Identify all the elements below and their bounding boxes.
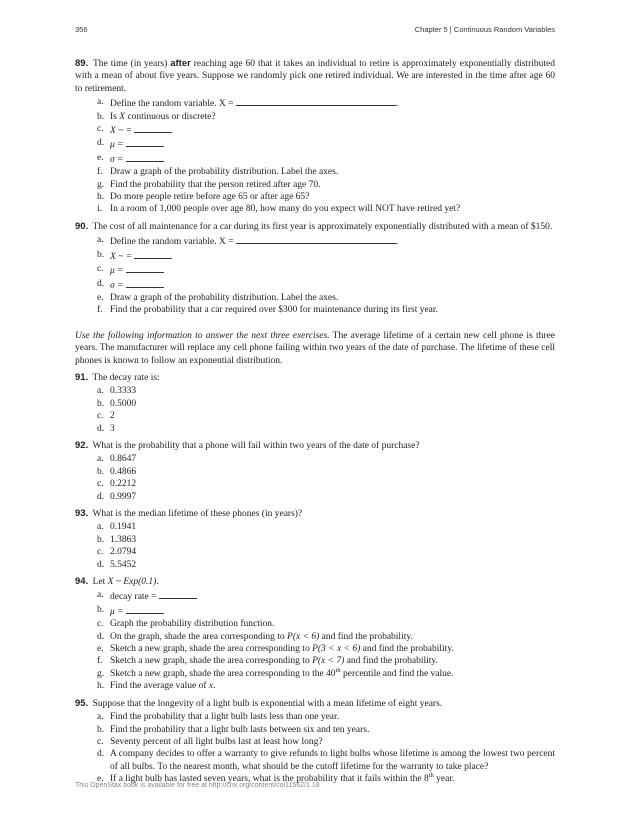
exercise-90-parts	[75, 234, 555, 316]
exercise-number: 95.	[75, 697, 89, 709]
exercise-number: 94.	[75, 576, 89, 588]
list-item: h. Find the average value of x.	[97, 681, 216, 692]
exercise-90	[75, 221, 555, 317]
exercise-91-choices	[75, 385, 555, 435]
list-item: c. μ =	[97, 263, 555, 277]
exercise-94-text: 94. Let X ~ Exp(0.1).	[75, 576, 159, 588]
list-item: b. 0.4866	[97, 466, 137, 477]
list-item: d. 3	[97, 423, 115, 434]
exercise-93-choices	[75, 521, 555, 571]
list-item: e. σ =	[97, 152, 555, 166]
list-item: a. 0.3333	[97, 386, 137, 397]
list-item: f. Draw a graph of the probability distribution. Label the axes.	[97, 167, 339, 178]
exercise-number: 91.	[75, 371, 89, 383]
list-item: c. 2	[97, 411, 115, 422]
emphasis-after: after	[170, 58, 191, 69]
answer-blank	[134, 123, 172, 133]
answer-blank	[126, 278, 164, 288]
shared-info-paragraph: Use the following information to answer the next three exercises. The average lifetime of a certain new cell phone is three years. The manufacturer will replace any cell phone failing within two years of the date of purchase. The lifetime of these cell phones is known to follow an exponential distribution.	[75, 330, 555, 366]
answer-blank	[134, 249, 172, 259]
exercise-94	[75, 576, 555, 693]
intro-instruction: Use the following information to answer the next three exercises.	[75, 330, 330, 341]
list-item: b. Find the probability that a light bulb lasts between six and ten years.	[97, 724, 370, 735]
exercise-92	[75, 440, 555, 503]
list-item: d. A company decides to offer a warranty to give refunds to light bulbs whose lifetime is among the lowest two percent of all bulbs. To the nearest month, what should be the cutoff lifetime for the warranty to take place?	[97, 749, 555, 772]
exercise-93	[75, 508, 555, 571]
list-item: d. 5.5452	[97, 559, 137, 570]
exercise-92-text: 92. What is the probability that a phone will fail within two years of the date of purchase?	[75, 439, 420, 451]
list-item: d. μ =	[97, 137, 555, 151]
list-item: i. In a room of 1,000 people over age 80, how many do you expect will NOT have retired yet?	[97, 204, 461, 215]
exercise-89	[75, 58, 555, 216]
page-content	[75, 58, 555, 791]
exercise-91	[75, 372, 555, 435]
list-item: e. Sketch a new graph, shade the area corresponding to P(3 < x < 6) and find the probability.	[97, 644, 454, 655]
answer-blank	[236, 96, 396, 106]
list-item: a. Find the probability that a light bulb lasts less than one year.	[97, 712, 340, 723]
exercise-95	[75, 698, 555, 786]
list-item: e. If a light bulb has lasted seven years, what is the probability that it fails within the 8th year.	[97, 771, 455, 785]
list-item: f. Find the probability that a car required over $300 for maintenance during its first year.	[97, 305, 438, 316]
answer-blank	[159, 589, 197, 599]
list-item: g. Sketch a new graph, shade the area corresponding to the 40th percentile and find the value.	[97, 666, 454, 679]
exercise-95-parts	[75, 711, 555, 785]
list-item: b. Is X continuous or discrete?	[97, 111, 216, 122]
list-item: a. 0.8647	[97, 454, 137, 465]
list-item: c. 2.0794	[97, 547, 137, 558]
exercise-92-choices	[75, 453, 555, 503]
answer-blank	[236, 234, 396, 244]
exercise-91-text: 91. The decay rate is:	[75, 371, 160, 383]
list-item: b. 0.5000	[97, 398, 137, 409]
list-item: c. X ~ =	[97, 123, 555, 137]
list-item: b. X ~ =	[97, 249, 555, 263]
list-item: g. Find the probability that the person retired after age 70.	[97, 179, 321, 190]
list-item: a. decay rate =	[97, 589, 555, 603]
list-item: d. σ =	[97, 278, 555, 292]
list-item: h. Do more people retire before age 65 or after age 65?	[97, 192, 310, 203]
list-item: b. μ =	[97, 604, 555, 618]
exercise-94-parts	[75, 589, 555, 692]
exercise-number: 92.	[75, 439, 89, 451]
list-item: c. 0.2212	[97, 479, 137, 490]
list-item: e. Draw a graph of the probability distribution. Label the axes.	[97, 292, 339, 303]
list-item: c. Graph the probability distribution function.	[97, 619, 275, 630]
chapter-title: Chapter 5 | Continuous Random Variables	[414, 25, 555, 34]
exercise-93-text: 93. What is the median lifetime of these phones (in years)?	[75, 508, 303, 519]
exercise-95-text: 95. Suppose that the longevity of a light bulb is exponential with a mean lifetime of eight years.	[75, 697, 443, 709]
exercise-number: 90.	[75, 220, 89, 232]
list-item: c. Seventy percent of all light bulbs last at least how long?	[97, 736, 323, 747]
page-number: 356	[75, 25, 88, 34]
page-footer: This OpenStax book is available for free at http://cnx.org/content/col11562/1.18	[75, 782, 320, 789]
list-item: d. On the graph, shade the area corresponding to P(x < 6) and find the probability.	[97, 631, 413, 642]
list-item: a. 0.1941	[97, 522, 137, 533]
answer-blank	[126, 137, 164, 147]
exercise-number: 89.	[75, 58, 89, 69]
list-item: b. 1.3863	[97, 534, 137, 545]
exercise-89-parts	[75, 96, 555, 216]
list-item: a. Define the random variable. X = .	[97, 97, 399, 110]
exercise-89-text: 89. The time (in years) after reaching age 60 that it takes an individual to retire is approximately exponentially distributed with a mean of about five years. Suppose we randomly pick one retired individual. We are interested in the time after age 60 to retirement.	[75, 58, 555, 94]
exercise-90-text: 90. The cost of all maintenance for a car during its first year is approximately exponentially distributed with a mean of $150.	[75, 220, 553, 232]
exercise-number: 93.	[75, 508, 89, 519]
list-item: f. Sketch a new graph, shade the area corresponding to P(x < 7) and find the probability.	[97, 656, 438, 667]
list-item: d. 0.9997	[97, 491, 137, 502]
answer-blank	[126, 263, 164, 273]
answer-blank	[126, 604, 164, 614]
list-item: a. Define the random variable. X = .	[97, 235, 399, 248]
answer-blank	[126, 152, 164, 162]
